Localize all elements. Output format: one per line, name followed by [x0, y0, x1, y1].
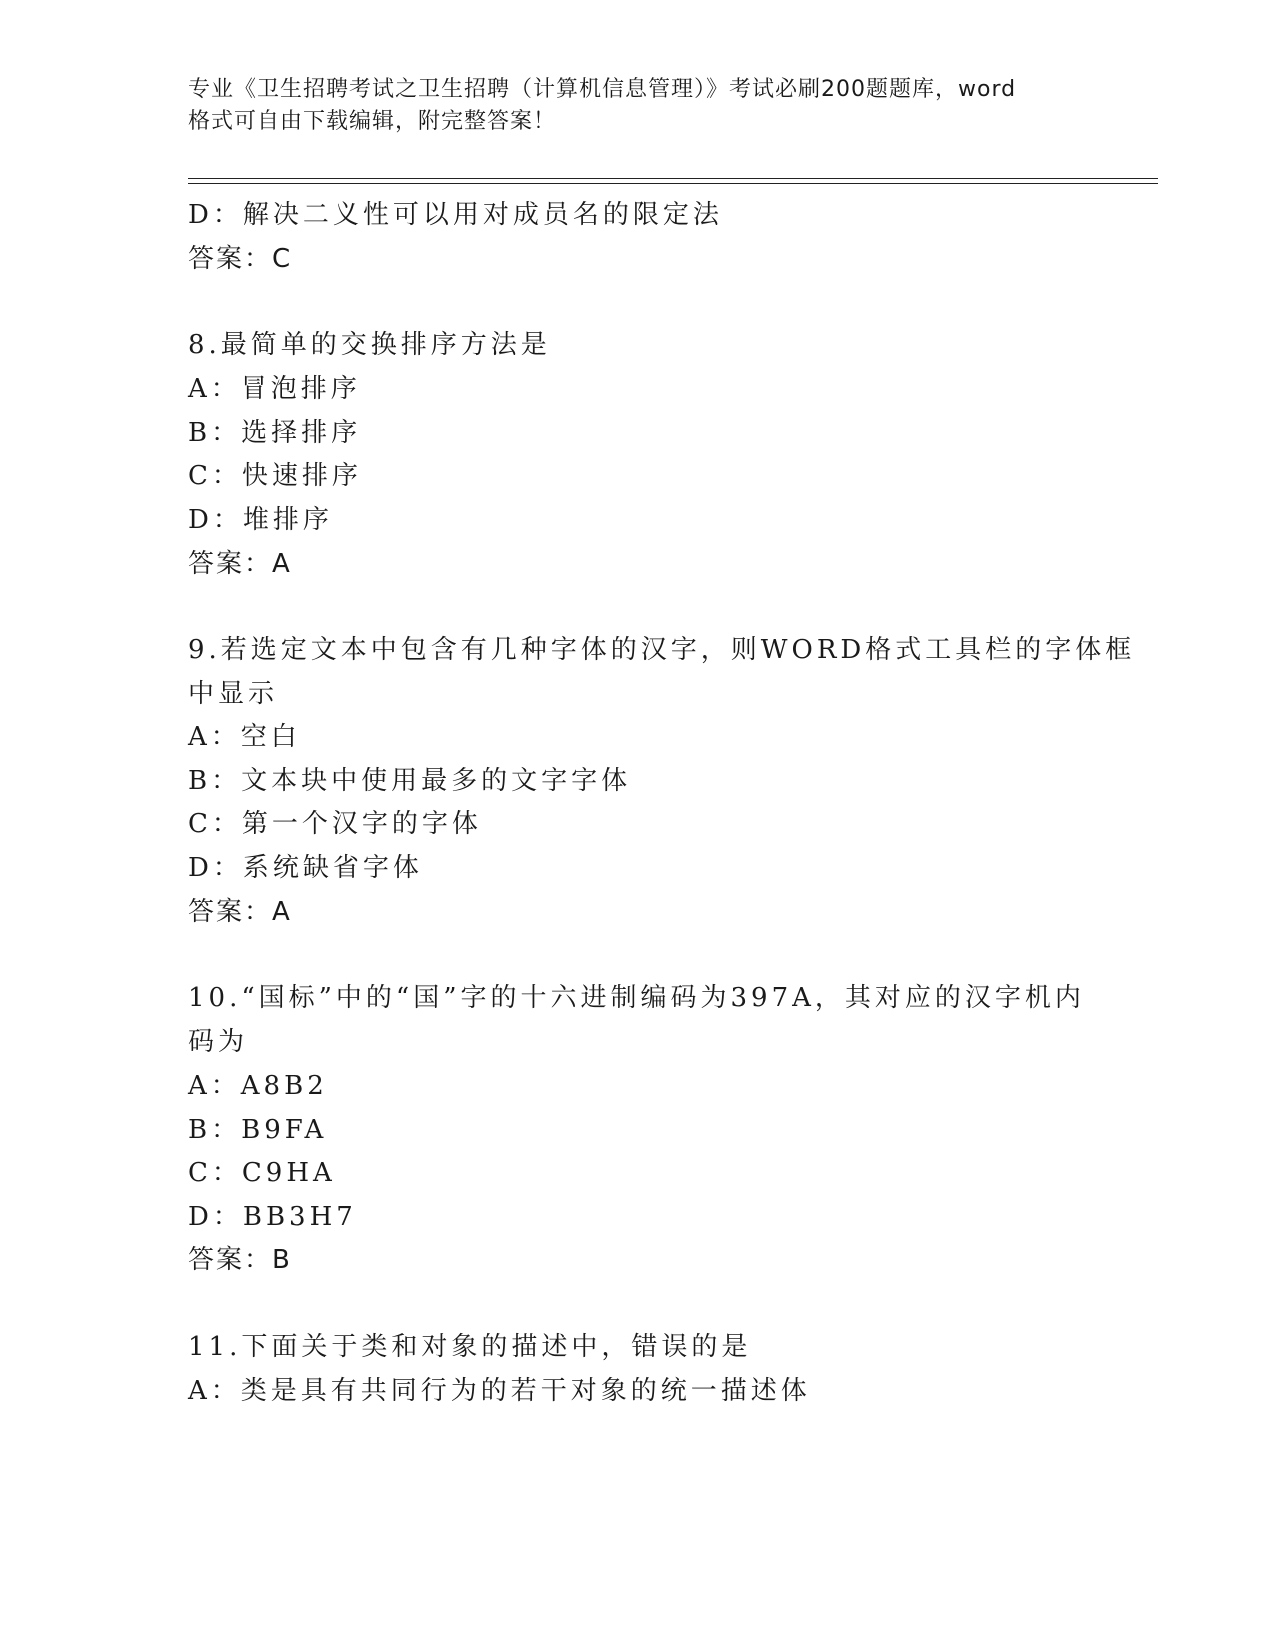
q8-question: 8.最简单的交换排序方法是 — [188, 330, 551, 360]
q10-option-d: D：BB3H7 — [188, 1202, 357, 1232]
q10-answer: 答案：B — [188, 1245, 292, 1275]
q9-option-a: A：空白 — [188, 722, 301, 752]
q9-answer: 答案：A — [188, 897, 292, 927]
header-divider-bottom — [188, 183, 1158, 184]
header-line-2: 格式可自由下载编辑，附完整答案！ — [188, 109, 557, 134]
q9-option-b: B：文本块中使用最多的文字字体 — [188, 766, 632, 796]
q7-answer: 答案：C — [188, 244, 293, 274]
q9-question-line-2: 中显示 — [188, 679, 279, 709]
header-divider-top — [188, 178, 1158, 179]
q10-option-b: B：B9FA — [188, 1115, 328, 1145]
q10-option-c: C：C9HA — [188, 1158, 336, 1188]
q10-question-line-1: 10.“国标”中的“国”字的十六进制编码为397A，其对应的汉字机内 — [188, 983, 1085, 1013]
q8-option-c: C：快速排序 — [188, 461, 362, 491]
header-line-1: 专业《卫生招聘考试之卫生招聘（计算机信息管理）》考试必刷200题题库，word — [188, 77, 1017, 102]
q7-option-d: D：解决二义性可以用对成员名的限定法 — [188, 200, 723, 230]
q11-question: 11.下面关于类和对象的描述中，错误的是 — [188, 1332, 752, 1362]
q9-option-c: C：第一个汉字的字体 — [188, 809, 482, 839]
q8-answer: 答案：A — [188, 549, 292, 579]
q8-option-b: B：选择排序 — [188, 418, 362, 448]
q8-option-d: D：堆排序 — [188, 505, 333, 535]
q8-option-a: A：冒泡排序 — [188, 374, 361, 404]
document-header — [188, 74, 1093, 138]
q10-option-a: A：A8B2 — [188, 1071, 328, 1101]
q11-option-a: A：类是具有共同行为的若干对象的统一描述体 — [188, 1376, 811, 1406]
q10-question-line-2: 码为 — [188, 1027, 249, 1057]
q9-option-d: D：系统缺省字体 — [188, 853, 423, 883]
q9-question-line-1: 9.若选定文本中包含有几种字体的汉字，则WORD格式工具栏的字体框 — [188, 635, 1136, 665]
